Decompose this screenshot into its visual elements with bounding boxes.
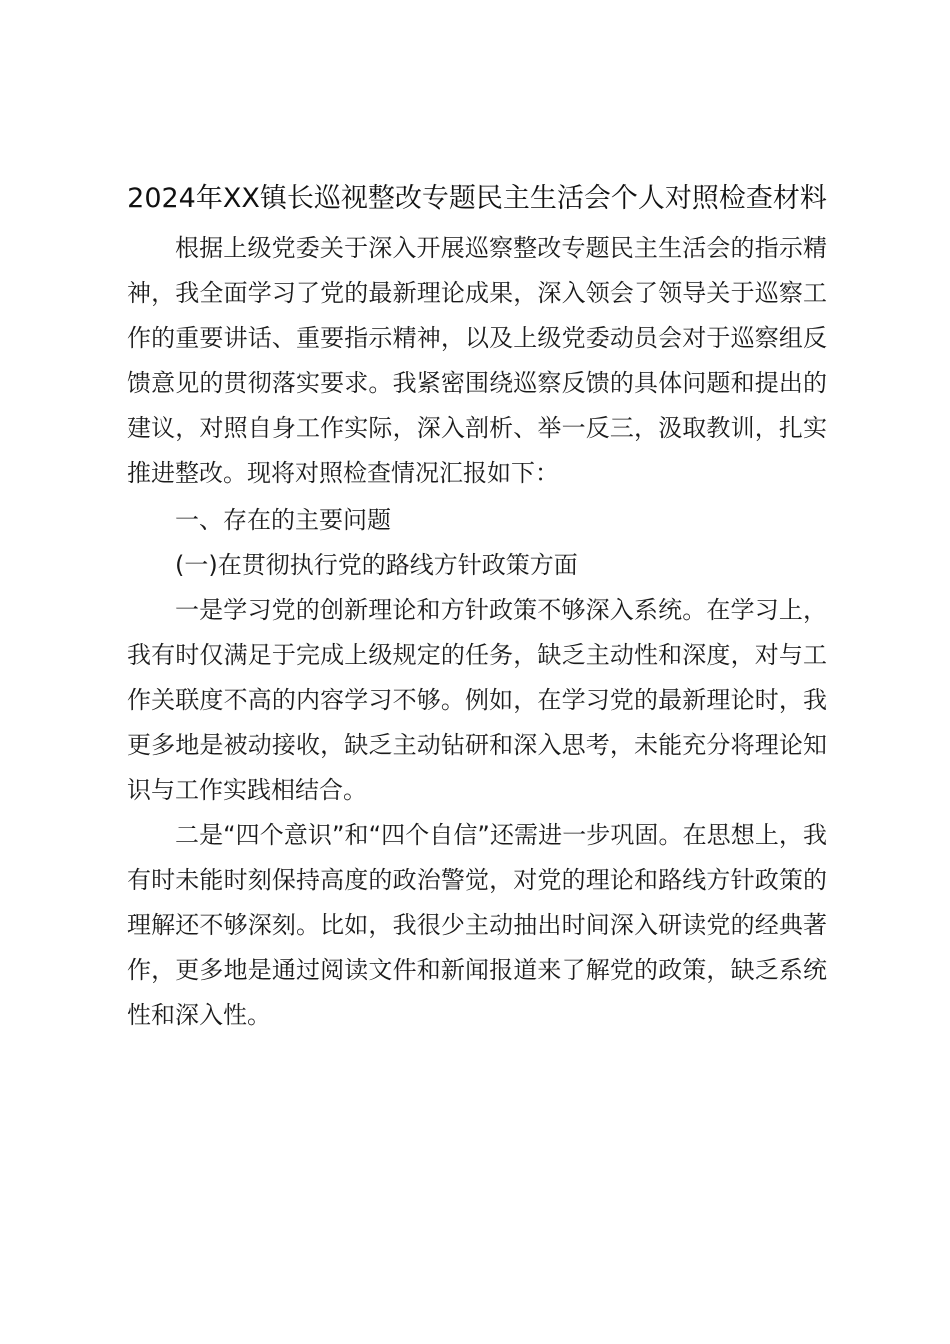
point-one-paragraph: 一是学习党的创新理论和方针政策不够深入系统。在学习上，我有时仅满足于完成上级规定的任务，缺乏主动性和深度，对与工作关联度不高的内容学习不够。例如，在学习党的最新理论时，我更多地是被动接收，缺乏主动钻研和深入思考，未能充分将理论知识与工作实践相结合。: [127, 596, 827, 804]
section-heading: 一、存在的主要问题: [175, 506, 391, 534]
document-title: 2024年XX镇长巡视整改专题民主生活会个人对照检查材料: [127, 183, 827, 214]
subsection-heading: (一)在贯彻执行党的路线方针政策方面: [175, 551, 578, 579]
intro-paragraph: 根据上级党委关于深入开展巡察整改专题民主生活会的指示精神，我全面学习了党的最新理论成果，深入领会了领导关于巡察工作的重要讲话、重要指示精神，以及上级党委动员会对于巡察组反馈意见的贯彻落实要求。我紧密围绕巡察反馈的具体问题和提出的建议，对照自身工作实际，深入剖析、举一反三，汲取教训，扎实推进整改。现将对照检查情况汇报如下：: [127, 234, 827, 487]
document-body: [127, 176, 827, 1038]
point-two-paragraph: 二是“四个意识”和“四个自信”还需进一步巩固。在思想上，我有时未能时刻保持高度的政治警觉，对党的理论和路线方针政策的理解还不够深刻。比如，我很少主动抽出时间深入研读党的经典著作，更多地是通过阅读文件和新闻报道来了解党的政策，缺乏系统性和深入性。: [127, 821, 827, 1029]
